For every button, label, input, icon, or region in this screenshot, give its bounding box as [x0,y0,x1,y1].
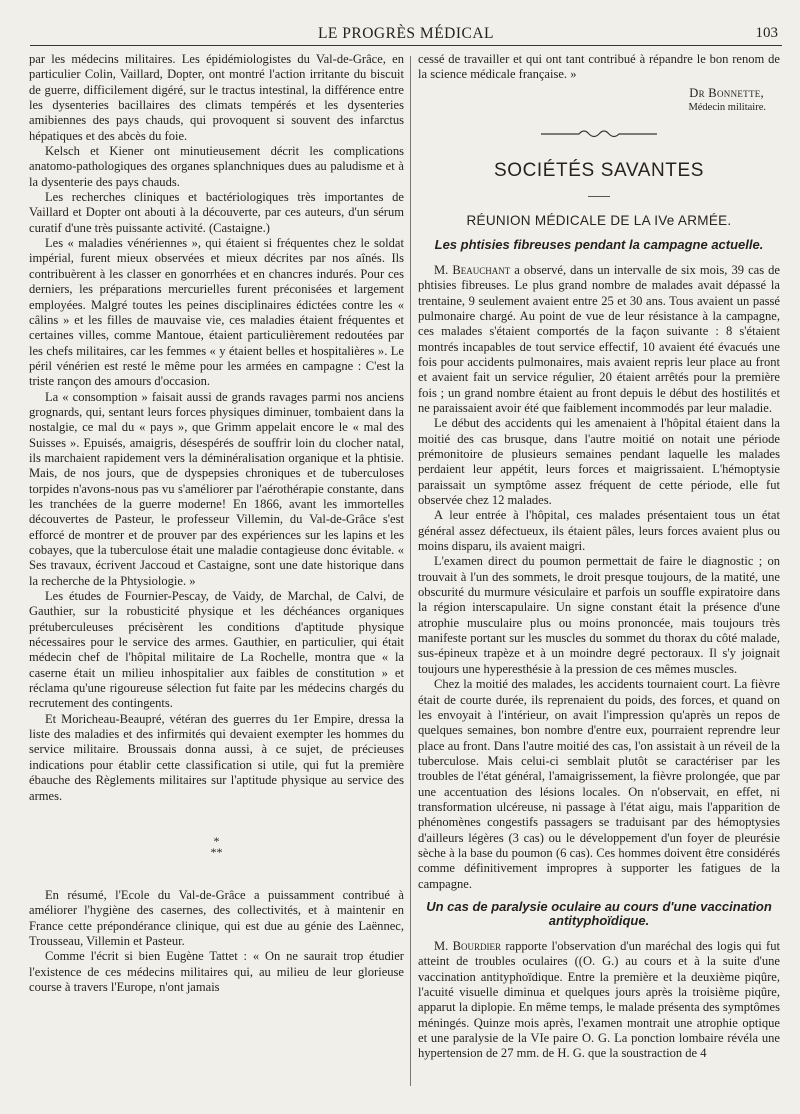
paragraph-text: a observé, dans un intervalle de six mois, 39 cas de phtisies fibreuses. Le plus grand nombre de malades avait dépassé la trentaine, 9 seulement avaient entre 25 et 30 ans. Tous avaient un passé pulmonaire chargé. Au point de vue de leur résistance à la campagne, ces malades s'étaient comportés de la façon suivante : 8 s'étaient montrés incapables de tout service effectif, 10 avaient été évacués une fois pour accidents pulmonaires, mais avaient repris leur place au front et avaient fait un service régulier, 20 étaient arrêtés pour la première fois ; un grand nombre étaient au front depuis le début des hostilités et ne paraissaient avoir été que faiblement incommodés par leur maladie. [418,262,780,415]
column-divider [410,56,411,1086]
paragraph: En résumé, l'Ecole du Val-de-Grâce a puissamment contribué à améliorer l'hygiène des casernes, des collectivités, et à maintenir en France cette prépondérance clinique, qui est due au génie des Laënnec, Trousseau, Villemin et Pasteur. [29,887,404,948]
author-name: M. Bourdier [434,938,502,953]
paragraph: Chez la moitié des malades, les accidents tournaient court. La fièvre était de courte durée, ils reprenaient du poids, des forces, et quand on les envoyait à l'intérieur, on avait l'impression qu'après un repos de quelques semaines, bon nombre d'entre eux, pourraient reprendre leur place au front. Dans l'autre moitié des cas, l'on assistait à un réveil de la tuberculose. Mais celui-ci semblait plutôt se caractériser par les troubles de l'état général, l'amaigrissement, la fièvre prolongée, que par une accentuation des lésions locales. On n'observait, en effet, ni transformation ulcéreuse, ni passage à l'état aigu, mais l'apparition de phénomènes congestifs passagers se traduisant par des hémoptysies d'ailleurs légères (3 cas) ou le développement d'un foyer de pleurésie sèche à la base du poumon (6 cas). Ces hommes doivent être considérés comme définitivement impropres à supporter les fatigues de la campagne. [418,677,780,891]
spacer [418,892,780,898]
journal-title: LE PROGRÈS MÉDICAL [317,25,495,42]
author-name: M. Beauchant [434,262,511,277]
article-title: Un cas de paralysie oculaire au cours d'une vaccination antityphoïdique. [426,898,772,929]
paragraph: Les recherches cliniques et bactériologiques très importantes de Vaillard et Dopter ont abouti à la découverte, par ces auteurs, d'un sérum curatif d'une très puissante activité. (Castaigne.) [29,190,404,235]
paragraph: Le début des accidents qui les amenaient à l'hôpital étaient dans la moitié des cas brusque, dans l'autre moitié on notait une période prémonitoire de plusieurs semaines pendant laquelle les malades perdaient leur appétit, leurs forces et maigrissaient. L'hémoptysie paraissait un symptôme assez fréquent de cette période, elle fut observée chez 12 malades. [418,416,780,508]
right-column [418,52,780,1092]
paragraph: L'examen direct du poumon permettait de faire le diagnostic ; on trouvait à l'un des sommets, le droit presque toujours, de la matité, une obscurité du murmure vésiculaire et parfois un souffle expiratoire dans la région interscapulaire. Un signe constant était la présence d'une atrophie musculaire plus ou moins prononcée, mais toujours très manifeste portant sur les muscles du sommet du thorax du côté malade, sus-épineux trapèze et à un moindre degré pectoraux. Il s'y joignait toujours une hyperesthésie à la pression de ces mêmes muscles. [418,554,780,676]
squiggle-divider-icon [539,126,659,140]
paragraph [418,263,780,416]
paragraph: A leur entrée à l'hôpital, ces malades présentaient tous un état général assez défectueux, ils étaient pâles, leurs forces avaient plus ou moins disparu, ils avaient maigri. [418,508,780,554]
paragraph: Les « maladies vénériennes », qui étaient si fréquentes chez le soldat impérial, furent mieux observées et mieux décrites par nos aînés. Ils contribuèrent à les classer en gonorrhées et en chancres indurés. Pour ces derniers, les préparations mercurielles furent préconisées et largement employées. Malgré toutes les peines disciplinaires édictées contre les « câlins » et les filles de mauvaise vie, ces maladies étaient fréquentes et certaines villes, comme Mantoue, étaient particulièrement redoutées par les chefs militaires, car les femmes « y étaient belles et hospitalières ». Le péril vénérien est resté le même pour les armées en campagne : C'est la triste rançon des amours d'occasion. [29,236,404,389]
paragraph: par les médecins militaires. Les épidémiologistes du Val-de-Grâce, en particulier Colin, Vaillard, Dopter, ont montré l'action irritante du biscuit de guerre, difficilement digéré, sur le tractus intestinal, la différence entre les dysenteries bacillaires des climats tempérés et les dysenteries amibiennes des pays chauds, qui provoquent si souvent des infarctus hépatiques et des abcès du foie. [29,52,404,143]
paragraph: Et Moricheau-Beaupré, vétéran des guerres du 1er Empire, dressa la liste des maladies et des infirmités qui devaient exempter les hommes du service militaire. Broussais donna aussi, à ce sujet, de précieuses indications pour établir cette classification si utile, qui fut la première ébauche des Règlements militaires sur l'aptitude physique au service des armes. [29,711,404,803]
paragraph: Les études de Fournier-Pescay, de Vaidy, de Marchal, de Calvi, de Gauthier, sur la robusticité physique et les déchéances organiques prétuberculeuses précisèrent les conditions d'aptitude physique nécessaires pour le service des armes. Gauthier, en particulier, qui était médecin chef de l'hôpital militaire de La Rochelle, montra que « la caserne était un milieu inhospitalier aux faibles de constitution » et réclama qu'une rigoureuse sélection fut faite par les médecins chargés du recrutement des contingents. [29,589,404,711]
left-column [29,52,404,1092]
asterism-ornament: * ** [210,833,223,859]
subsection-title: RÉUNION MÉDICALE DE LA IVe ARMÉE. [466,213,732,229]
page-header [30,22,782,46]
paragraph: La « consomption » faisait aussi de grands ravages parmi nos anciens grognards, qui, sentant leurs forces physiques diminuer, tombaient dans la nostalgie, ce mal du « pays », que Grimm appelait encore le « mal des Suisses ». Epuisés, amaigris, désespérés de souffrir loin du clocher natal, ils marchaient rapidement vers la déminéralisation organique et la phtisie. Mais, de nos jours, que de dyspepsies chroniques et de tuberculoses torpides n'avons-nous pas vu s'améliorer par l'aérothérapie constante, dans les tranchées de la guerre moderne! En 1866, avant les immortelles découvertes de Pasteur, le professeur Villemin, du Val-de-Grâce s'est efforcé de montrer et de prouver par des expériences sur les lapins et les cobayes, que la tuberculose était une maladie contagieuse donc évitable. « Ses travaux, écrivent Jaccoud et Castaigne, sont une date historique dans la recherche de la Phtysiologie. » [29,389,404,588]
page-number: 103 [755,25,778,41]
paragraph-text: rapporte l'observation d'un maréchal des logis qui fut atteint de troubles oculaires ((O. G.) au cours et à la suite d'une vaccination antityphoïdique. Entre la première et la deuxième piqûre, l'acuité visuelle diminua et quelques jours après la troisième piqûre, apparut la diplopie. En même temps, le malade présenta des symptômes méningés. Quinze mois après, l'examen montrait une atrophie optique et une paralysie de la VIe paire O. G. La ponction lombaire révéla une hypertension de 27 mm. de H. G. que la soustraction de 4 [418,938,780,1061]
paragraph: Kelsch et Kiener ont minutieusement décrit les complications anatomo-pathologiques des organes splanchniques dues au paludisme et à la dysenterie des pays chauds. [29,144,404,189]
section-title: SOCIÉTÉS SAVANTES [493,160,705,182]
short-rule [588,196,610,197]
signature-role: Médecin militaire. [688,102,766,114]
paragraph: Comme l'écrit si bien Eugène Tattet : « On ne saurait trop étudier l'existence de ces médecins militaires qui, au milieu de leur glorieuse course à travers l'Europe, n'ont jamais [29,949,404,994]
paragraph: cessé de travailler et qui ont tant contribué à répandre le bon renom de la science médicale française. » [418,52,780,82]
signature-name: Dr Bonnette, [689,85,764,100]
article-title: Les phtisies fibreuses pendant la campagne actuelle. [434,237,764,253]
paragraph [418,939,780,1062]
